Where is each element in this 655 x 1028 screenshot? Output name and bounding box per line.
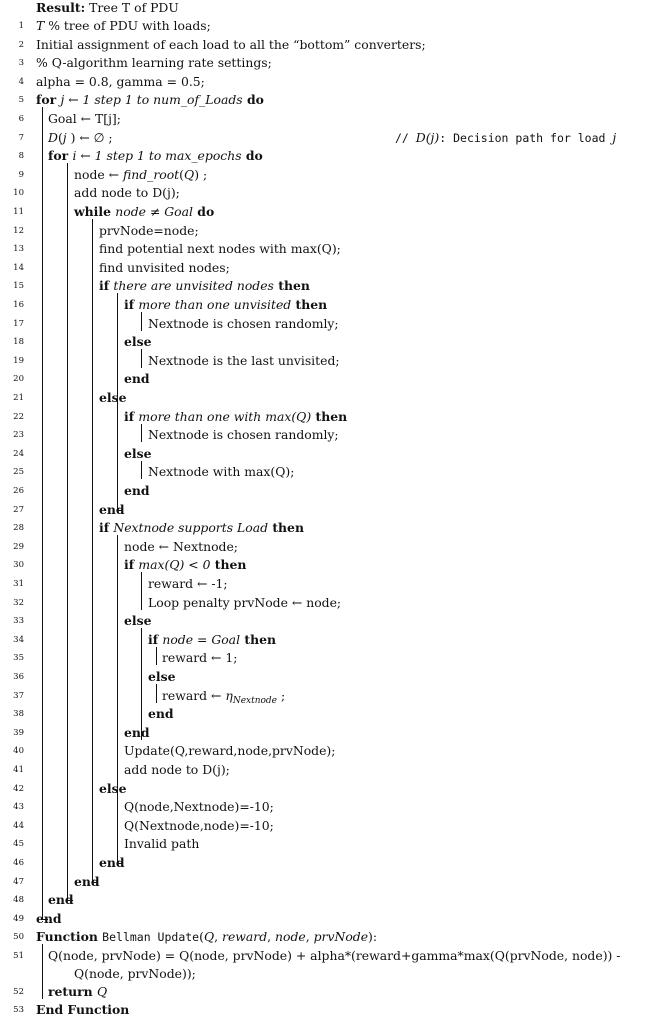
block-bar [117, 535, 118, 863]
code-text: End Function [36, 1002, 130, 1017]
code-line [0, 389, 655, 407]
code-line [0, 798, 655, 816]
line-number: 5 [18, 95, 24, 106]
line-number: 25 [13, 467, 24, 478]
block-bar [92, 219, 93, 882]
line-number: 6 [18, 114, 24, 124]
code-text: end [148, 706, 174, 722]
code-line [0, 482, 655, 500]
block-bar [141, 312, 142, 331]
code-line [0, 649, 655, 667]
line-number: 29 [13, 541, 24, 552]
code-line [0, 556, 655, 574]
code-line [0, 817, 655, 835]
line-number: 1 [18, 21, 24, 31]
code-line [0, 277, 655, 295]
line-number: 48 [13, 895, 24, 906]
code-text: if Nextnode supports Load then [99, 520, 304, 536]
code-line [0, 222, 655, 240]
code-text: for j ← 1 step 1 to num_of_Loads do [36, 92, 264, 108]
code-text: T % tree of PDU with loads; [36, 18, 211, 33]
line-number: 44 [13, 820, 24, 831]
code-text: add node to D(j); [124, 762, 230, 777]
code-text: Function Bellman Update(Q, reward, node, prvNode): [36, 929, 378, 945]
code-text: else [99, 390, 127, 405]
code-line [0, 296, 655, 314]
line-number: 2 [18, 39, 24, 50]
code-line [0, 538, 655, 556]
line-number: 10 [13, 188, 24, 199]
code-line [0, 203, 655, 221]
code-text: end [36, 910, 62, 926]
code-text: % Q-algorithm learning rate settings; [36, 55, 272, 71]
line-number: 43 [13, 802, 24, 813]
code-line [0, 426, 655, 444]
code-line [0, 370, 655, 388]
code-text: for i ← 1 step 1 to max_epochs do [48, 148, 263, 164]
line-number: 24 [13, 448, 24, 459]
code-line [0, 594, 655, 612]
block-bar [141, 572, 142, 609]
code-text: Q(node,Nextnode)=-10; [124, 799, 274, 815]
code-text: return Q [48, 984, 108, 999]
line-number: 53 [13, 1005, 24, 1015]
code-text: if max(Q) < 0 then [124, 557, 247, 573]
line-number: 3 [18, 58, 24, 69]
line-number: 16 [13, 300, 24, 310]
line-number: 41 [13, 765, 24, 775]
block-bar [141, 424, 142, 443]
code-text: add node to D(j); [74, 185, 180, 201]
code-text: Q(node, prvNode)); [74, 966, 196, 981]
code-line [0, 612, 655, 630]
code-line [0, 965, 655, 983]
line-number: 23 [13, 430, 24, 441]
code-text: end [74, 873, 100, 889]
line-number: 4 [18, 76, 24, 87]
code-text: Loop penalty prvNode ← node; [148, 594, 342, 610]
code-line [0, 147, 655, 165]
code-line [0, 873, 655, 891]
line-number: 37 [13, 690, 24, 701]
line-number: 34 [13, 634, 24, 645]
code-line [0, 575, 655, 593]
code-line [0, 1001, 655, 1019]
code-text: else [124, 613, 152, 629]
code-text: Q(node, prvNode) = Q(node, prvNode) + alpha*(reward+gamma*max(Q(prvNode, node)) - [48, 948, 621, 963]
code-line [0, 761, 655, 779]
line-number: 12 [13, 225, 24, 236]
code-line [0, 129, 655, 147]
code-text: node ← Nextnode; [124, 538, 238, 554]
code-line [0, 947, 655, 965]
line-number: 15 [13, 281, 24, 292]
code-text: reward ← -1; [148, 576, 228, 591]
code-text: reward ← 1; [162, 650, 238, 666]
block-bar [42, 944, 43, 999]
code-text: reward ← $\eta_{Nextnode}$ ; [162, 687, 286, 706]
code-line [0, 445, 655, 463]
code-text: if there are unvisited nodes then [99, 278, 310, 294]
code-text: if node = Goal then [148, 631, 276, 647]
code-line [0, 259, 655, 277]
line-number: 30 [13, 560, 24, 571]
code-line [0, 352, 655, 370]
line-number: 27 [13, 504, 24, 515]
code-line [0, 724, 655, 742]
line-number: 26 [13, 486, 24, 496]
code-line [0, 519, 655, 537]
code-text: find potential next nodes with max(Q); [99, 241, 341, 257]
line-number: 46 [13, 858, 24, 868]
code-line [0, 742, 655, 760]
line-number: 19 [13, 355, 24, 366]
line-number: 38 [13, 709, 24, 720]
line-number: 49 [13, 913, 24, 924]
code-text: else [124, 334, 152, 350]
block-bar [67, 163, 68, 900]
code-line [0, 780, 655, 798]
block-bar [117, 293, 118, 509]
line-number: 7 [18, 132, 24, 143]
code-text: Q(Nextnode,node)=-10; [124, 817, 274, 833]
block-bar [141, 349, 142, 368]
code-text: node ← find_root(Q) ; [74, 166, 208, 182]
block-end-tick [117, 863, 123, 864]
block-end-tick [92, 882, 98, 883]
decision-path-comment: // D(j): Decision path for load j [395, 129, 617, 145]
code-line [0, 687, 655, 705]
code-line [0, 631, 655, 649]
code-line [0, 983, 655, 1001]
code-text: Nextnode with max(Q); [148, 464, 295, 480]
code-line [0, 705, 655, 723]
code-line [0, 73, 655, 91]
code-text: D(j ) ← ∅ ; [48, 129, 113, 145]
line-number: 21 [13, 393, 24, 403]
line-number: 35 [13, 653, 24, 664]
code-text: else [99, 780, 127, 796]
line-number: 22 [13, 411, 24, 422]
line-number: 17 [13, 318, 24, 329]
code-text: while node ≠ Goal do [74, 204, 215, 219]
code-line [0, 54, 655, 72]
line-number: 36 [13, 672, 24, 682]
line-number: 42 [13, 783, 24, 794]
code-line [0, 315, 655, 333]
code-text: find unvisited nodes; [99, 259, 230, 275]
line-number: 39 [13, 727, 24, 738]
code-text: if more than one unvisited then [124, 297, 328, 312]
code-line [0, 408, 655, 426]
line-number: 9 [18, 169, 24, 180]
code-line [0, 166, 655, 184]
line-number: 20 [13, 374, 24, 385]
code-text: Nextnode is chosen randomly; [148, 315, 339, 331]
block-end-tick [117, 510, 123, 511]
block-bar [42, 107, 43, 918]
line-number: 11 [13, 207, 24, 217]
line-number: 52 [13, 987, 24, 997]
result-line [36, 0, 179, 16]
line-number: 32 [13, 597, 24, 608]
block-end-tick [67, 900, 73, 901]
code-text: else [124, 445, 152, 461]
code-text: if more than one with max(Q) then [124, 408, 348, 424]
result-text: Tree T of PDU [85, 0, 179, 15]
code-text: end [99, 501, 125, 517]
line-number: 40 [13, 746, 24, 757]
line-number: 51 [13, 951, 24, 961]
code-line [0, 463, 655, 481]
code-text: end [48, 892, 74, 908]
code-text: Invalid path [124, 836, 200, 852]
block-end-tick [42, 919, 48, 920]
code-line [0, 891, 655, 909]
code-line [0, 36, 655, 54]
line-number: 47 [13, 876, 24, 887]
code-line [0, 910, 655, 928]
line-number: 45 [13, 839, 24, 850]
code-line [0, 110, 655, 128]
code-line [0, 184, 655, 202]
code-line [0, 835, 655, 853]
code-text: end [124, 371, 150, 387]
line-number: 18 [13, 337, 24, 348]
line-number: 13 [13, 244, 24, 255]
code-text: Nextnode is chosen randomly; [148, 427, 339, 443]
code-text: alpha = 0.8, gamma = 0.5; [36, 73, 205, 89]
block-bar [141, 628, 142, 740]
line-number: 33 [13, 616, 24, 627]
line-number: 14 [13, 262, 24, 273]
code-text: Goal ← T[j]; [48, 111, 121, 126]
code-line [0, 501, 655, 519]
code-text: end [124, 724, 150, 740]
code-text: Initial assignment of each load to all the “bottom” converters; [36, 36, 426, 52]
code-line [0, 668, 655, 686]
code-line [0, 240, 655, 258]
code-text: else [148, 669, 176, 684]
line-number: 50 [13, 932, 24, 943]
code-line [0, 854, 655, 872]
block-bar [156, 647, 157, 666]
code-line [0, 928, 655, 946]
code-line [0, 17, 655, 35]
code-line [0, 333, 655, 351]
code-line [0, 91, 655, 109]
code-text: end [99, 855, 125, 870]
block-bar [156, 684, 157, 703]
result-label: Result: [36, 0, 86, 15]
block-bar [141, 461, 142, 480]
code-text: Update(Q,reward,node,prvNode); [124, 743, 336, 759]
code-text: Nextnode is the last unvisited; [148, 352, 340, 368]
line-number: 28 [13, 523, 24, 534]
line-number: 8 [18, 151, 24, 162]
code-text: end [124, 483, 150, 498]
line-number: 31 [13, 579, 24, 589]
code-text: prvNode=node; [99, 222, 199, 238]
